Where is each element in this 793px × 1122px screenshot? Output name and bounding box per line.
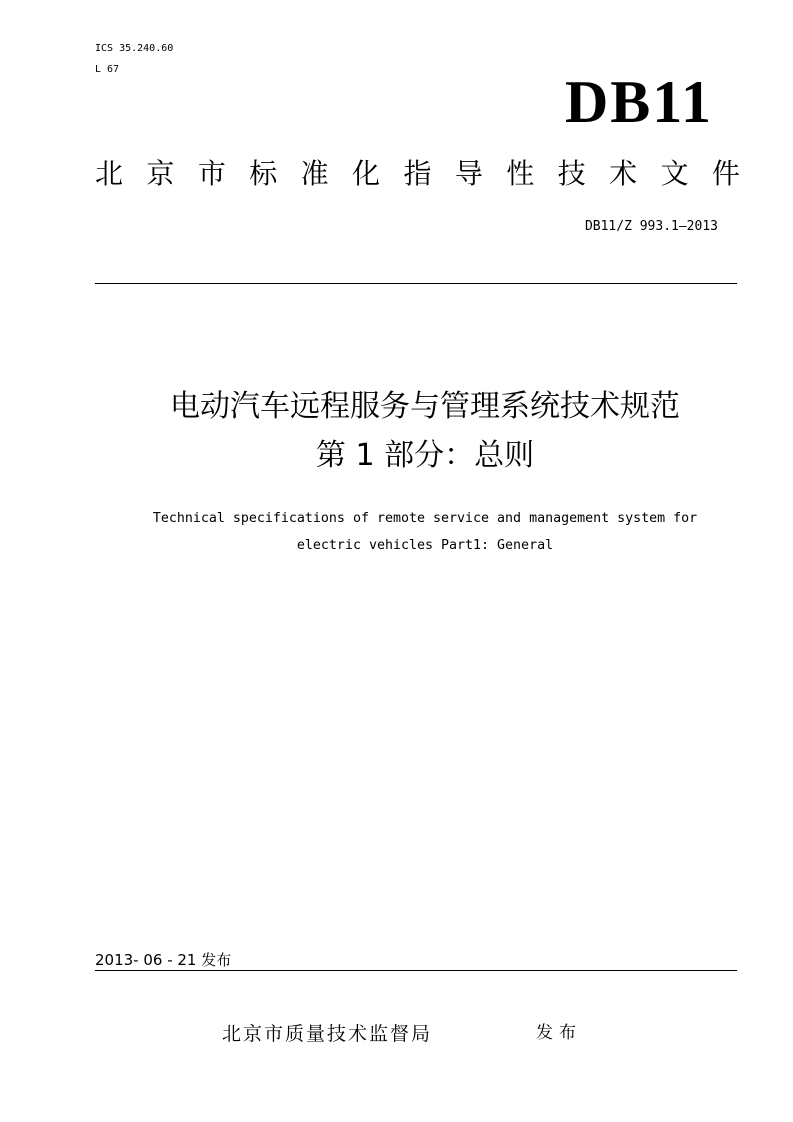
doc-type-char: 市 xyxy=(197,157,226,190)
db11-logo: DB11 xyxy=(564,69,713,135)
issue-date: 2013- 06 - 21 发布 xyxy=(95,951,232,969)
doc-type-char: 准 xyxy=(300,157,329,190)
doc-type-char: 化 xyxy=(352,157,381,190)
english-title-line-1: Technical specifications of remote service and management system for xyxy=(152,511,698,526)
doc-type-char: 文 xyxy=(660,157,689,190)
doc-type-char: 性 xyxy=(506,157,535,190)
doc-type-char: 标 xyxy=(249,157,278,190)
doc-type-char: 京 xyxy=(146,157,175,190)
doc-type-char: 导 xyxy=(454,157,483,190)
classification-code: L 67 xyxy=(95,64,120,75)
ics-code: ICS 35.240.60 xyxy=(95,43,174,54)
chinese-part-title: 第 1 部分：总则 xyxy=(315,438,535,473)
doc-type-char: 件 xyxy=(711,157,740,190)
issuing-authority: 北京市质量技术监督局 xyxy=(222,1023,433,1045)
chinese-title: 电动汽车远程服务与管理系统技术规范 xyxy=(170,389,680,424)
footer-divider xyxy=(95,970,737,971)
doc-type-char: 术 xyxy=(609,157,638,190)
doc-type-char: 技 xyxy=(557,157,586,190)
standard-number: DB11/Z 993.1—2013 xyxy=(584,219,718,234)
issue-label: 发布 xyxy=(536,1023,582,1043)
doc-type-char: 北 xyxy=(95,157,124,190)
english-title xyxy=(95,505,755,559)
doc-type-char: 指 xyxy=(403,157,432,190)
header-divider xyxy=(95,283,737,284)
english-title-line-2: electric vehicles Part1: General xyxy=(296,538,554,553)
document-type-title xyxy=(95,154,740,194)
